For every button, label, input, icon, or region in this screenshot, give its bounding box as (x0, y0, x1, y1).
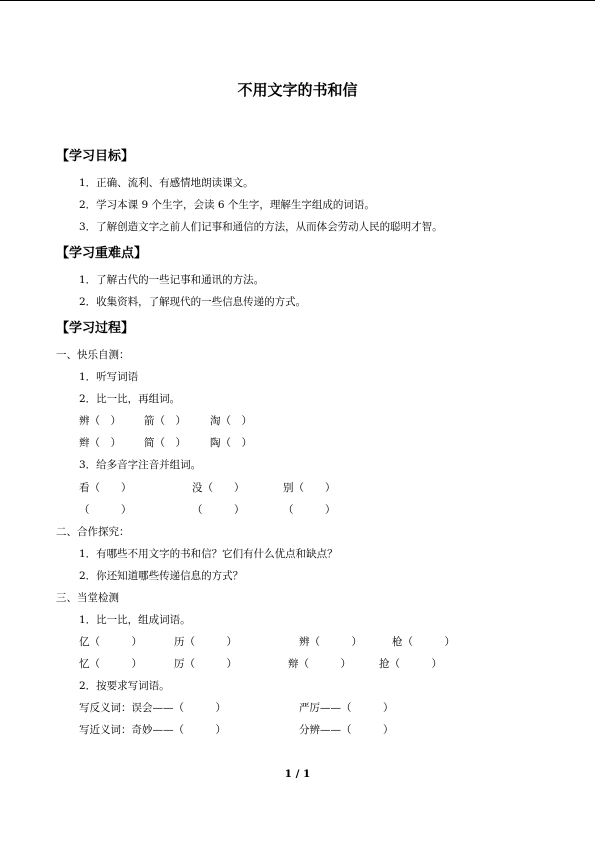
part3-title: 三、当堂检测 (56, 592, 119, 604)
polyphone-cell: （ ） (192, 504, 245, 516)
part2-q1: 1．有哪些不用文字的书和信？它们有什么优点和缺点？ (79, 548, 338, 560)
part1-title: 一、快乐自测： (56, 349, 130, 361)
document-title: 不用文字的书和信 (237, 81, 358, 99)
part1-q1: 1．听写词语 (79, 371, 139, 383)
antonym-item-2: 严厉——（ ） (299, 702, 394, 714)
word-compare-cell: 枪（ ） (392, 636, 455, 648)
compare-cell: 淘（ ） (210, 415, 252, 427)
goals-heading: 【学习目标】 (56, 149, 135, 164)
polyphone-cell: 别（ ） (283, 482, 336, 494)
top-border-line (0, 0, 595, 1)
word-compare-cell: 历（ ） (174, 636, 237, 648)
key-points-heading: 【学习重难点】 (56, 246, 148, 261)
part2-title: 二、合作探究： (56, 526, 130, 538)
word-compare-cell: 忆（ ） (79, 658, 142, 670)
antonym-item: 写反义词：误会——（ ） (79, 702, 226, 714)
part3-q2: 2．按要求写词语。 (79, 680, 170, 692)
polyphone-cell: （ ） (283, 504, 336, 516)
goal-item-3: 3．了解创造文字之前人们记事和通信的方法，从而体会劳动人民的聪明才智。 (79, 221, 443, 233)
word-compare-cell: 亿（ ） (79, 636, 142, 648)
word-compare-cell: 抢（ ） (379, 658, 442, 670)
process-heading: 【学习过程】 (56, 321, 135, 336)
compare-cell: 箭（ ） (144, 415, 186, 427)
key-point-item-2: 2．收集资料，了解现代的一些信息传递的方式。 (79, 296, 307, 308)
part3-q1: 1．比一比，组成词语。 (79, 614, 191, 626)
synonym-item: 写近义词：奇妙——（ ） (79, 724, 226, 736)
part2-q2: 2．你还知道哪些传递信息的方式？ (79, 570, 244, 582)
compare-cell: 简（ ） (144, 437, 186, 449)
synonym-item-2: 分辨——（ ） (299, 724, 394, 736)
part1-q2: 2．比一比，再组词。 (79, 393, 181, 405)
polyphone-cell: （ ） (79, 504, 132, 516)
compare-cell: 辨（ ） (79, 415, 121, 427)
key-point-item-1: 1．了解古代的一些记事和通讯的方法。 (79, 274, 265, 286)
compare-cell: 辫（ ） (79, 437, 121, 449)
goal-item-2: 2．学习本课 9 个生字，会读 6 个生字，理解生字组成的词语。 (79, 199, 375, 211)
polyphone-cell: 看（ ） (79, 482, 132, 494)
word-compare-cell: 辩（ ） (288, 658, 351, 670)
goal-item-1: 1．正确、流利、有感情地朗读课文。 (79, 177, 254, 189)
polyphone-cell: 没（ ） (192, 482, 245, 494)
page-number: 1 / 1 (284, 768, 311, 780)
word-compare-cell: 厉（ ） (174, 658, 237, 670)
compare-cell: 陶（ ） (210, 437, 252, 449)
word-compare-cell: 辨（ ） (299, 636, 362, 648)
part1-q3: 3．给多音字注音并组词。 (79, 459, 202, 471)
